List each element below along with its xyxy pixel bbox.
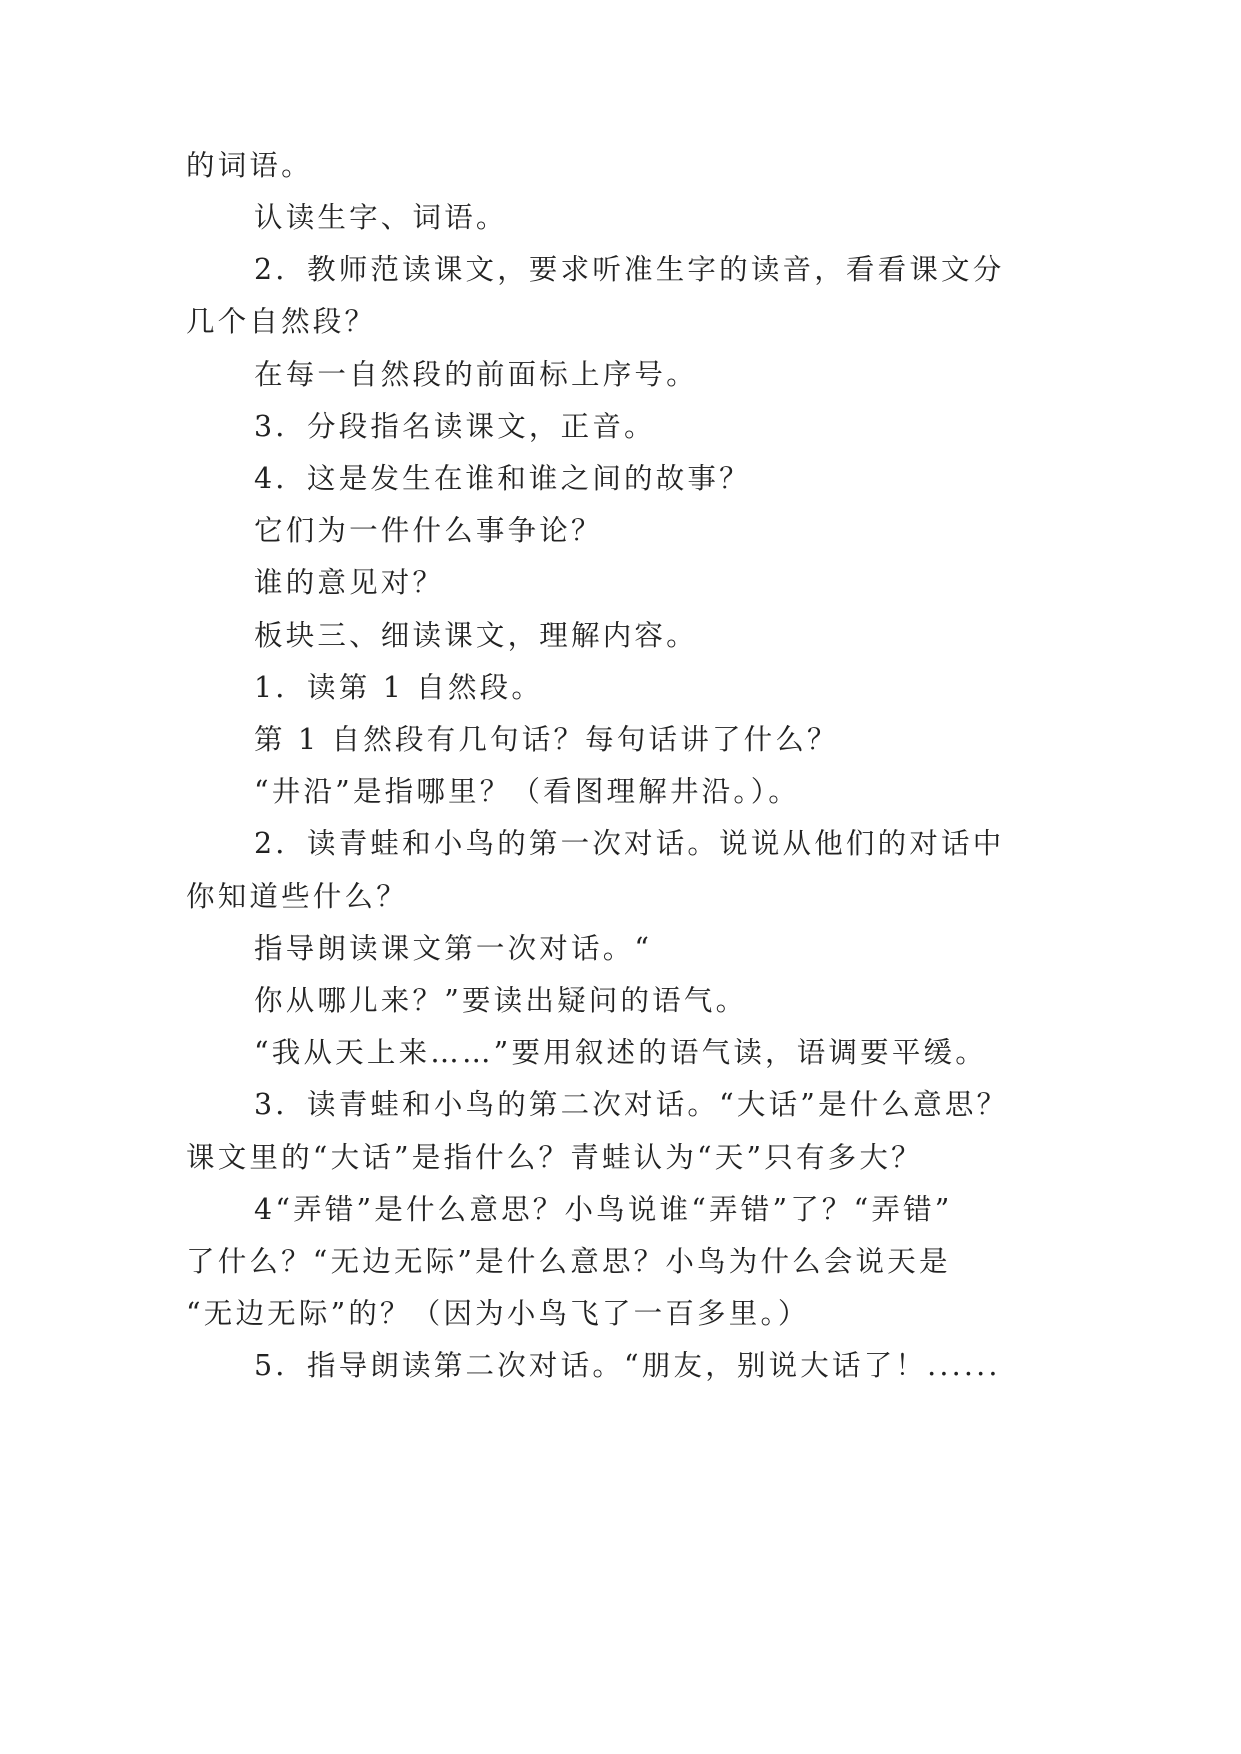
text-line: 3．读青蛙和小鸟的第二次对话。“大话”是什么意思？ — [254, 1088, 1009, 1121]
text-line: “无边无际”的？（因为小鸟飞了一百多里。） — [186, 1297, 810, 1330]
text-line: 它们为一件什么事争论？ — [254, 514, 603, 547]
text-line: 在每一自然段的前面标上序号。 — [254, 358, 698, 391]
text-line: “井沿”是指哪里？（看图理解井沿。）。 — [254, 775, 800, 808]
text-line: 几个自然段？ — [186, 305, 377, 338]
text-line: “我从天上来……”要用叙述的语气读，语调要平缓。 — [254, 1036, 987, 1069]
text-line: 5．指导朗读第二次对话。“朋友，别说大话了！...... — [254, 1349, 1001, 1382]
text-line: 2．读青蛙和小鸟的第一次对话。说说从他们的对话中 — [254, 827, 1005, 860]
text-line: 4“弄错”是什么意思？小鸟说谁“弄错”了？“弄错” — [254, 1193, 953, 1226]
text-line: 你知道些什么？ — [186, 880, 408, 913]
text-line: 认读生字、词语。 — [254, 201, 508, 234]
text-line: 的词语。 — [186, 149, 313, 182]
text-line: 1．读第 1 自然段。 — [254, 671, 544, 704]
text-line: 谁的意见对？ — [254, 566, 445, 599]
text-line: 指导朗读课文第一次对话。“ — [254, 932, 653, 965]
text-line: 4．这是发生在谁和谁之间的故事？ — [254, 462, 751, 495]
text-line: 第 1 自然段有几句话？每句话讲了什么？ — [254, 723, 839, 756]
text-line: 3．分段指名读课文，正音。 — [254, 410, 656, 443]
text-line: 你从哪儿来？”要读出疑问的语气。 — [254, 984, 748, 1017]
text-line: 板块三、细读课文，理解内容。 — [254, 619, 698, 652]
text-line: 了什么？“无边无际”是什么意思？小鸟为什么会说天是 — [186, 1245, 951, 1278]
text-line: 课文里的“大话”是指什么？青蛙认为“天”只有多大？ — [186, 1141, 923, 1174]
text-line: 2．教师范读课文，要求听准生字的读音，看看课文分 — [254, 253, 1005, 286]
